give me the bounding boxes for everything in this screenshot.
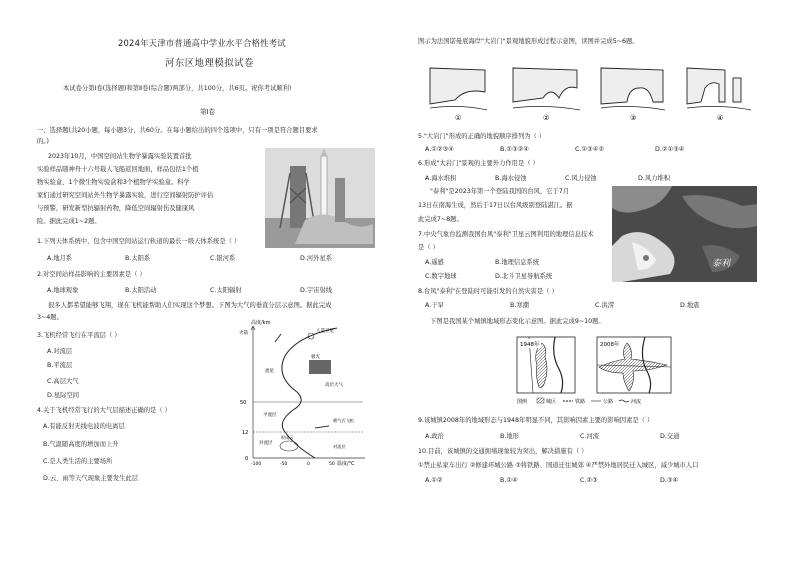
q4-option-d[interactable]: D.云、雨等天气现象主要发生此层 [43, 475, 139, 482]
label-stratosphere: 平流层 [263, 413, 277, 418]
passage-line: 险。据此完成1~2题。 [37, 218, 101, 225]
passage2-line-2: 3~4题。 [37, 314, 63, 321]
question-2: 2.对空间站样品影响的主要因素是（ ） [37, 271, 146, 278]
q5-option-a[interactable]: A.①②③④ [425, 146, 454, 153]
x-tick: 0 [307, 462, 310, 467]
label-upper-atmosphere: 高层大气 [325, 383, 343, 388]
question-5: 5."大岩门"形成的正确的地貌顺序排列为（ ） [418, 133, 546, 140]
town-form-maps [515, 335, 690, 407]
q1-option-a[interactable]: A.地月系 [47, 255, 73, 262]
q2-option-a[interactable]: A.地球观象 [47, 287, 79, 294]
stage-3-drawing [601, 68, 665, 110]
stage-label: ① [455, 114, 462, 122]
passage-line: 物实验盒、1个微生物实验盒和3个植物学实验盒。科学 [37, 179, 190, 186]
question-10-statements: ①禁止私家车出行 ②修建环城公路 ③将铁路、国道迁往城郊 ④严禁外地居民迁入城区，减少城市人口 [418, 462, 699, 469]
y-tick: 0 [245, 456, 249, 462]
label-troposphere-2: 对流层 [333, 444, 346, 449]
stage-label: ④ [717, 114, 724, 122]
svg-text:铁路: 铁路 [575, 399, 586, 405]
question-7-line-2: 是（ ） [418, 244, 439, 251]
cloud-icon [280, 441, 298, 451]
passage-line: 2023年10月，中国空间站生物学暴露实验装置首批 [48, 153, 192, 160]
q6-option-c[interactable]: C.风力侵蚀 [565, 175, 597, 182]
y-tick: 50 [240, 400, 247, 406]
passage-line: 家们通过研究空间站外生物学暴露实验，进行空间辐射防护评估 [37, 192, 214, 199]
q9-option-c[interactable]: C.河流 [580, 433, 599, 440]
q3-option-a[interactable]: A.对流层 [47, 348, 73, 355]
q1-option-d[interactable]: D.河外星系 [300, 255, 333, 262]
label-jet: 喷气式飞机 [333, 418, 354, 423]
q8-option-a[interactable]: A.干旱 [425, 302, 444, 309]
section-title: 第Ⅰ卷 [200, 108, 216, 116]
q9-option-b[interactable]: B.地形 [500, 433, 519, 440]
q1-option-b[interactable]: B.太阳系 [125, 255, 151, 262]
label-aurora: 极光 [311, 355, 320, 360]
coast-intro: 图示为法国诺曼底海岸"大岩门"景观地貌形成过程示意图，读图并完成5~6题。 [418, 38, 639, 45]
x-tick: -100 [251, 462, 262, 467]
typhoon-label: 泰利 [712, 259, 731, 269]
question-1: 1.下列天体系统中，包含中国空间站运行轨道的最长一级天体系统是（ ） [37, 238, 241, 245]
svg-text:河流: 河流 [631, 399, 642, 405]
q7-option-b[interactable]: B.地理信息系统 [495, 259, 540, 266]
map-1948-label: 1948年 [520, 342, 540, 348]
jet-icon [315, 426, 329, 428]
q7-option-a[interactable]: A.遥感 [425, 259, 444, 266]
q6-option-d[interactable]: D.风力堆积 [638, 175, 671, 182]
label-satellite: 人造卫星 [316, 329, 334, 334]
q4-option-b[interactable]: B.气温随高度的增加而上升 [43, 441, 119, 448]
passage2-line-1: 很多人都希望能够飞翔，现在飞机能帮助人们实现这个梦想。下图为大气的垂直分层示意图。据此完成 [48, 302, 332, 309]
q10-option-a[interactable]: A.①② [425, 477, 443, 484]
q3-option-d[interactable]: D.星际空间 [47, 392, 80, 399]
q9-option-a[interactable]: A.政治 [425, 433, 444, 440]
q6-option-a[interactable]: A.海水堆积 [425, 175, 457, 182]
q5-option-d[interactable]: D.②①③④ [655, 146, 685, 153]
svg-text:城区: 城区 [546, 399, 557, 405]
y-axis-label: 高度/km [251, 320, 271, 326]
rocket-launch-photo [265, 148, 375, 248]
map-1948 [517, 337, 575, 393]
q4-option-c[interactable]: C.是人类生活的主要场所 [43, 458, 113, 465]
q8-option-d[interactable]: D.地震 [680, 302, 700, 309]
label-cumulonimbus: 积雨云 [281, 435, 294, 440]
q8-option-c[interactable]: C.洪涝 [595, 302, 614, 309]
q9-option-d[interactable]: D.交通 [660, 433, 680, 440]
passage3-line: "泰利"是2023年第一个登陆我国的台风，它于7月 [430, 188, 570, 195]
question-7: 7.中央气象台监测我国台风"泰利"卫星云图利用的地理信息技术 [418, 231, 594, 238]
q3-option-c[interactable]: C.高层大气 [47, 378, 79, 385]
rocket-icon [275, 334, 281, 342]
svg-text:公路: 公路 [603, 399, 614, 405]
q10-option-b[interactable]: B.①④ [500, 477, 518, 484]
x-tick: -50 [280, 462, 288, 467]
map-2008 [597, 337, 671, 393]
q6-option-b[interactable]: B.海水侵蚀 [495, 175, 527, 182]
stage-4-drawing [687, 68, 751, 110]
q8-option-b[interactable]: B.寒潮 [510, 302, 529, 309]
passage-line: 与预警，研发新型抗辐射药物，降低空间辐射伤及健康风 [37, 205, 195, 212]
question-3: 3.飞机经常飞行在平流层（ ） [37, 332, 121, 339]
q10-option-c[interactable]: C.②③ [580, 477, 598, 484]
aurora-photo [309, 360, 331, 374]
question-9: 9.该城镇2008年的地域形态与1948年明显不同，其影响因素主要的影响因素是（ ） [418, 417, 654, 424]
q4-option-a[interactable]: A.有能反射无线电波的电离层 [43, 423, 125, 430]
passage-line: 实验样品随神舟十六号载人飞船返回地面，样品包括1个植 [37, 166, 199, 173]
label-rocket: 火箭 [239, 331, 248, 336]
q7-option-d[interactable]: D.北斗卫星导航系统 [495, 273, 553, 280]
q5-option-b[interactable]: B.①③②④ [500, 146, 529, 153]
exam-subtitle: 河东区地理模拟试卷 [165, 58, 254, 69]
label-meteor: 流星 [265, 369, 274, 374]
question-4: 4.关于飞机经常飞行的大气层描述正确的是（ ） [37, 407, 171, 414]
passage3-line: 此完成7~8题。 [418, 216, 463, 223]
x-tick: 50 [329, 462, 335, 467]
typhoon-satellite-image [612, 186, 757, 282]
question-10: 10.目前，该城镇的交通拥堵现象较为突出，解决措施有（ ） [418, 448, 588, 455]
q3-option-b[interactable]: B.平流层 [47, 362, 73, 369]
y-tick: 12 [242, 430, 249, 436]
question-8: 8.台风"泰利"在登陆时可能引发的自然灾害是（ ） [418, 288, 558, 295]
q10-option-d[interactable]: D.③④ [660, 477, 679, 484]
stage-label: ③ [630, 114, 637, 122]
atmosphere-layers-diagram [225, 318, 370, 468]
q2-option-d[interactable]: D.宇宙射线 [300, 287, 333, 294]
sea-arch-stages-figure [425, 58, 760, 123]
label-troposphere: 对流层 [259, 441, 273, 446]
map-2008-label: 2008年 [600, 342, 620, 348]
stage-1-drawing [430, 68, 487, 110]
svg-text:图例: 图例 [517, 399, 528, 405]
map-legend [517, 398, 641, 405]
instructions-line-1: 一、选择题(共20小题，每小题3分，共60分。在每小题给出的四个选项中，只有一项是符合题目要求 [37, 127, 318, 134]
q7-option-c[interactable]: C.数字地球 [425, 273, 457, 280]
q2-option-c[interactable]: C.太阳辐射 [210, 287, 242, 294]
stage-2-drawing [513, 68, 580, 110]
q2-option-b[interactable]: B.太阳活动 [125, 287, 157, 294]
exam-note: 本试卷分第Ⅰ卷(选择题)和第Ⅱ卷(综合题)两部分，共100分，共6页。祝你考试顺利! [63, 85, 292, 92]
x-axis-label: 温度/°C [337, 461, 355, 467]
passage4: 下图是我国某个城镇地域形态变化示意图。据此完成9~10题。 [430, 318, 605, 325]
question-6: 6.形成"大岩门"景观的主要外力作用是（ ） [418, 160, 539, 167]
instructions-line-2: 的。) [37, 138, 49, 145]
stage-label: ② [543, 114, 550, 122]
q5-option-c[interactable]: C.①③④② [575, 146, 604, 153]
passage3-line: 13日在南海生成，然后于17日以台风级别登陆湛江。据 [418, 202, 573, 209]
q1-option-c[interactable]: C.银河系 [210, 255, 236, 262]
exam-title: 2024年天津市普通高中学业水平合格性考试 [118, 38, 286, 48]
